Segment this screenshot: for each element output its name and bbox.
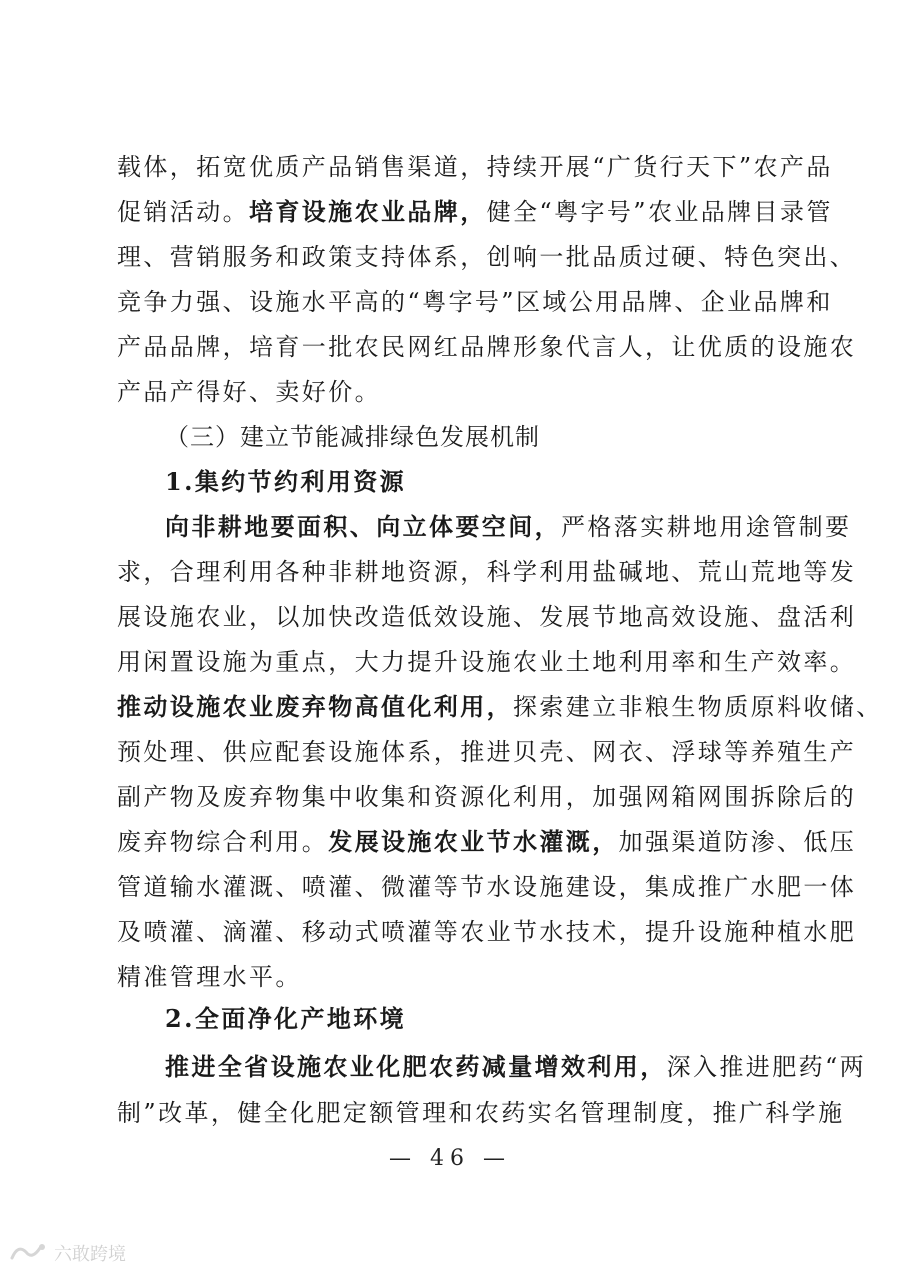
body-text-span: 求，合理利用各种非耕地资源，科学利用盐碱地、荒山荒地等发 — [117, 558, 857, 586]
bold-heading-text: 2.全面净化产地环境 — [165, 1004, 407, 1033]
page-number: — 46 — — [389, 1146, 511, 1171]
text-line — [117, 643, 857, 681]
text-line — [117, 148, 833, 186]
body-text-span: 副产物及废弃物集中收集和资源化利用，加强网箱网围拆除后的 — [117, 783, 857, 811]
text-line — [117, 688, 883, 726]
body-text-span: 产品品牌，培育一批农民网红品牌形象代言人，让优质的设施农 — [117, 333, 857, 361]
text-line — [117, 733, 857, 771]
body-text-span: （三）建立节能减排绿色发展机制 — [165, 423, 540, 451]
body-text-span: 健全“粤字号”农业品牌目录管 — [486, 198, 833, 226]
text-line — [165, 508, 852, 546]
text-line — [117, 373, 797, 411]
watermark — [8, 1240, 126, 1266]
text-line — [117, 823, 857, 861]
body-text-span: 竞争力强、设施水平高的“粤字号”区域公用品牌、企业品牌和 — [117, 288, 833, 316]
body-text-span: 探索建立非粮生物质原料收储、 — [513, 693, 883, 721]
text-line — [117, 283, 833, 321]
text-line — [117, 238, 857, 276]
body-text-span: 理、营销服务和政策支持体系，创响一批品质过硬、特色突出、 — [117, 243, 857, 271]
text-line — [117, 778, 857, 816]
body-text-span: 管道输水灌溉、喷灌、微灌等节水设施建设，集成推广水肥一体 — [117, 873, 857, 901]
text-line — [165, 463, 797, 501]
body-text-span: 及喷灌、滴灌、移动式喷灌等农业节水技术，提升设施种植水肥 — [117, 918, 857, 946]
watermark-logo-icon — [8, 1242, 48, 1264]
text-line — [117, 913, 857, 951]
body-text-span: 严格落实耕地用途管制要 — [561, 513, 852, 541]
bold-heading-text: 发展设施农业节水灌溉， — [328, 827, 619, 856]
body-text-span: 深入推进肥药“两 — [666, 1053, 867, 1081]
text-line — [165, 418, 845, 456]
body-text-span: 废弃物综合利用。 — [117, 828, 329, 856]
body-text-span: 展设施农业，以加快改造低效设施、发展节地高效设施、盘活利 — [117, 603, 857, 631]
text-line — [117, 1094, 845, 1132]
text-line — [117, 193, 833, 231]
body-text-span: 精准管理水平。 — [117, 963, 302, 991]
text-line — [117, 598, 857, 636]
body-text-span: 促销活动。 — [117, 198, 249, 226]
body-text-span: 载体，拓宽优质产品销售渠道，持续开展“广货行天下”农产品 — [117, 153, 833, 181]
text-line — [117, 328, 857, 366]
bold-heading-text: 1.集约节约利用资源 — [165, 467, 407, 496]
bold-heading-text: 推动设施农业废弃物高值化利用， — [117, 692, 513, 721]
body-text-span: 用闲置设施为重点，大力提升设施农业土地利用率和生产效率。 — [117, 648, 857, 676]
body-text-span: 加强渠道防渗、低压 — [618, 828, 857, 856]
body-text-span: 制”改革，健全化肥定额管理和农药实名管理制度，推广科学施 — [117, 1099, 845, 1127]
text-line — [117, 868, 857, 906]
bold-heading-text: 培育设施农业品牌， — [249, 197, 487, 226]
body-text-span: 产品产得好、卖好价。 — [117, 378, 381, 406]
bold-heading-text: 推进全省设施农业化肥农药减量增效利用， — [165, 1052, 667, 1081]
text-line — [165, 1000, 797, 1038]
bold-heading-text: 向非耕地要面积、向立体要空间， — [165, 512, 561, 541]
body-text-span: 预处理、供应配套设施体系，推进贝壳、网衣、浮球等养殖生产 — [117, 738, 857, 766]
watermark-text: 六敢跨境 — [54, 1244, 126, 1265]
text-line — [117, 553, 857, 591]
text-line — [117, 958, 797, 996]
text-line — [165, 1048, 867, 1086]
